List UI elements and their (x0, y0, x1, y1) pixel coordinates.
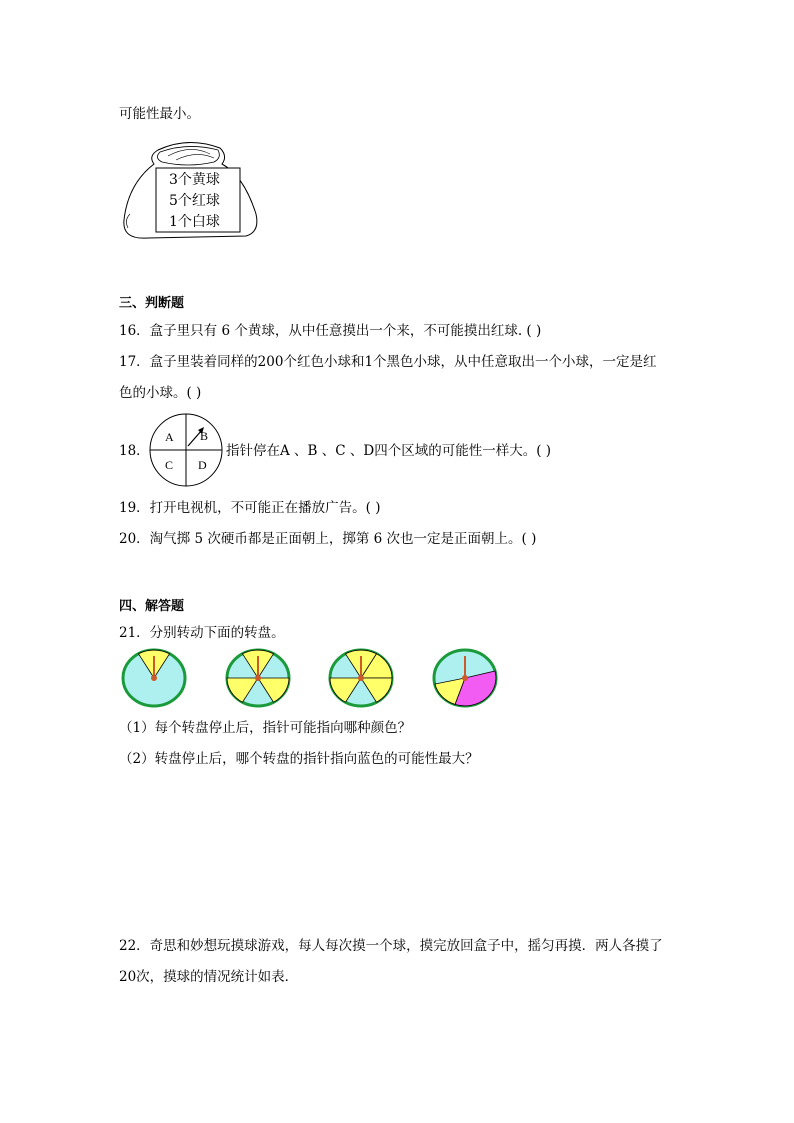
four-region-spinner (148, 416, 224, 484)
bag-label-red: 5个红球 (169, 193, 220, 209)
question-20: 20．淘气掷 5 次硬币都是正面朝上，掷第 6 次也一定是正面朝上。( ) (119, 531, 537, 547)
question-18-number: 18． (119, 443, 150, 459)
bag-label-white: 1个白球 (169, 214, 220, 230)
question-17-line2: 色的小球。( ) (119, 385, 202, 401)
section-heading-judgment: 三、判断题 (119, 296, 185, 311)
spinner-label-d: D (198, 458, 207, 472)
colored-spinner-4 (434, 650, 496, 706)
colored-spinner-3 (330, 650, 392, 706)
question-17-line1: 17．盒子里装着同样的200个红色小球和1个黑色小球，从中任意取出一个小球，一定是红 (119, 354, 657, 370)
question-19: 19．打开电视机，不可能正在播放广告。( ) (119, 500, 381, 516)
question-22-line2: 20次，摸球的情况统计如表． (119, 969, 299, 985)
question-16: 16．盒子里只有 6 个黄球，从中任意摸出一个来，不可能摸出红球. ( ) (119, 323, 542, 339)
colored-spinner-1 (123, 650, 185, 706)
question-21: 21．分别转动下面的转盘。 (119, 625, 285, 641)
bag-label-yellow: 3个黄球 (169, 172, 220, 188)
colored-spinners (118, 648, 508, 710)
colored-spinner-2 (227, 650, 289, 706)
question-21-sub2: （2）转盘停止后，哪个转盘的指针指向蓝色的可能性最大？ (119, 751, 479, 767)
question-18-text: 指针停在A 、B 、C 、D四个区域的可能性一样大。( ) (226, 443, 552, 459)
spinner-label-c: C (165, 458, 174, 472)
question-21-sub1: （1）每个转盘停止后，指针可能指向哪种颜色？ (119, 720, 412, 736)
section-heading-answer: 四、解答题 (119, 599, 185, 614)
question-22-line1: 22．奇思和妙想玩摸球游戏，每人每次摸一个球，摸完放回盒子中，摇匀再摸．两人各摸了 (119, 938, 663, 954)
spinner-label-a: A (165, 430, 174, 444)
spinner-label-b: B (200, 429, 209, 443)
intro-text-tail: 可能性最小。 (119, 106, 200, 122)
